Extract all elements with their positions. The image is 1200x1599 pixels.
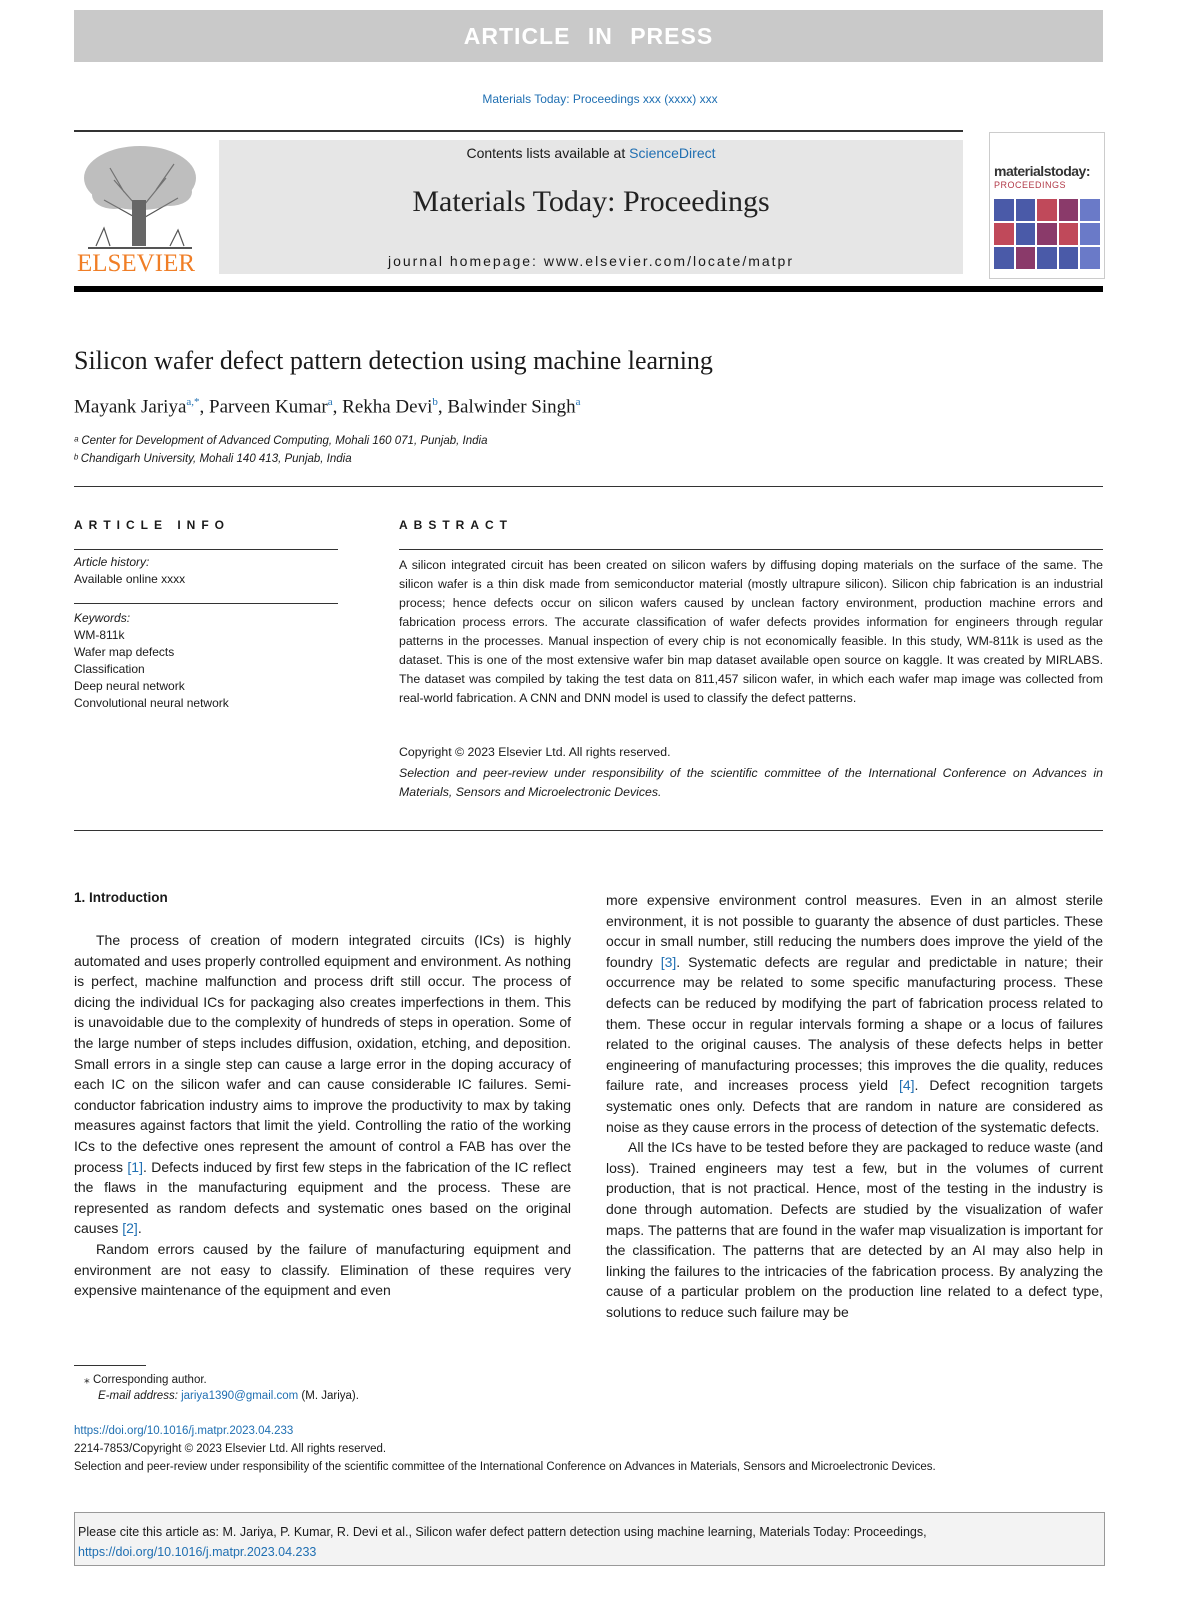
email-link[interactable]: jariya1390@gmail.com: [181, 1390, 299, 1402]
keyword: Wafer map defects: [74, 645, 175, 659]
abstract-rule: [399, 549, 1103, 550]
keyword: Convolutional neural network: [74, 696, 229, 710]
header-bold-rule: [74, 286, 1103, 292]
citation-link[interactable]: [1]: [127, 1158, 143, 1175]
abstract-text: A silicon integrated circuit has been created on silicon wafers by diffusing doping materials on the surface of the same. The silicon wafer is a thin disk made from semiconductor material (mostly ultrapure silicon). Silicon chip fabrication is an industrial process; hence defects occur on silicon wafers caused by unclean factory environment, production machine errors and fabrication process errors. The accurate classification of wafer defects provides information for engineers through regular patterns in the processes. Manual inspection of every chip is not economically feasible. In this study, WM-811k is used as the dataset. This is one of the most extensive wafer bin map dataset available open source on kaggle. It was created by MIRLABS. The dataset was compiled by taking the test data on 811,457 silicon wafer, in which each wafer map image was collected from real-world fabrication. A CNN and DNN model is used to classify the defect patterns.: [399, 558, 1103, 705]
email-suffix: (M. Jariya).: [298, 1390, 359, 1402]
author-separator: ,: [199, 396, 210, 418]
abstract-selection-note: Selection and peer-review under responsibility of the scientific committee of the International Conference on Advances in Materials, Sensors and Microelectronic Devices.: [399, 766, 1103, 799]
author-name[interactable]: Balwinder Singh: [447, 396, 576, 418]
article-info-heading: ARTICLE INFO: [74, 518, 230, 532]
keywords-label: Keywords:: [74, 611, 131, 625]
citation-link[interactable]: [2]: [122, 1220, 138, 1237]
abstract-heading: ABSTRACT: [399, 518, 513, 532]
contents-prefix: Contents lists available at: [466, 145, 630, 161]
paragraph-text: .: [137, 1220, 142, 1237]
journal-reference[interactable]: Materials Today: Proceedings xxx (xxxx) xxx: [482, 92, 718, 106]
paragraph: [606, 890, 1103, 1137]
author-list: [74, 396, 581, 418]
author-separator: ,: [332, 396, 343, 418]
elsevier-wordmark: ELSEVIER: [76, 250, 196, 277]
paragraph-text: more expensive environment control measures. Even in an almost sterile environment, it is not possible to guaranty the absence of dust particles. These occur in small number, still reducing the numbers does improve the yield of the foundry: [606, 892, 1103, 970]
left-column: [74, 930, 571, 1301]
corresponding-author-note: ⁎ Corresponding author.: [84, 1374, 207, 1386]
author-separator: ,: [437, 396, 448, 418]
citation-link[interactable]: [4]: [898, 1077, 915, 1094]
email-label: E-mail address:: [98, 1390, 182, 1402]
header-rule: [74, 130, 963, 132]
journal-title: Materials Today: Proceedings: [412, 185, 770, 218]
article-in-press-banner: [74, 10, 1103, 62]
paragraph: Random errors caused by the failure of manufacturing equipment and environment are not easy to classify. Elimination of these requires very expensive maintenance of the equipment and even: [74, 1240, 571, 1299]
contents-line: [219, 145, 963, 161]
affiliation-b: ᵇ Chandigarh University, Mohali 140 413, Punjab, India: [74, 453, 352, 465]
keywords-rule: [74, 603, 338, 604]
right-column: [606, 890, 1103, 1322]
author-affiliation-mark[interactable]: b: [432, 396, 438, 408]
journal-cover-thumbnail[interactable]: [989, 132, 1105, 279]
keyword: Classification: [74, 662, 145, 676]
paragraph: All the ICs have to be tested before they are packaged to reduce waste (and loss). Trained engineers may test a few, but in the volumes of current production, that is not practical. Hence, most of the testing in the industry is done through automation. Defects are studied by the visualization of wafer maps. The patterns that are found in the wafer map visualization is important for the classification. The patterns that are detected by an AI may also help in linking the failures to the intricacies of the fabrication process. By analyzing the cause of a particular problem on the production line related to a defect type, solutions to reduce such failure may be: [606, 1139, 1103, 1320]
banner-text: ARTICLE IN PRESS: [463, 22, 714, 49]
email-footnote: [98, 1390, 359, 1402]
journal-homepage[interactable]: journal homepage: www.elsevier.com/locate/matpr: [387, 253, 795, 269]
citation-doi-link[interactable]: https://doi.org/10.1016/j.matpr.2023.04.233: [78, 1545, 317, 1559]
author-name[interactable]: Mayank Jariya: [74, 396, 187, 418]
citation-link[interactable]: [3]: [660, 953, 677, 970]
section-rule: [74, 830, 1103, 831]
keyword: Deep neural network: [74, 679, 185, 693]
sciencedirect-link[interactable]: ScienceDirect: [629, 145, 716, 161]
paragraph-text: . Systematic defects are regular and predictable in nature; their occurrence may be related to some specific manufacturing process. These defects can be reduced by modifying the part of fabrication process related to them. These occur in regular intervals forming a shape or a locus of failures related to the original causes. The analysis of these defects helps in better engineering of manufacturing processes; this improves the die quality, reduces failure rate, and increases process yield: [606, 953, 1103, 1094]
footnote-rule: [74, 1365, 146, 1366]
citation-text: [78, 1522, 1100, 1562]
article-title: Silicon wafer defect pattern detection using machine learning: [74, 346, 713, 375]
cover-image-grid: [994, 199, 1100, 269]
author-affiliation-mark[interactable]: a: [327, 396, 333, 408]
cover-brand: materialstoday:: [994, 163, 1090, 179]
cover-subtitle: PROCEEDINGS: [994, 180, 1067, 190]
paragraph-text: . Defect recognition targets systematic ones only. Defects that are random in nature are considered as noise as they cause errors in the process of detection of the systematic defects.: [606, 1077, 1104, 1135]
keyword: WM-811k: [74, 628, 125, 642]
selection-footer: Selection and peer-review under responsibility of the scientific committee of the International Conference on Advances in Materials, Sensors and Microelectronic Devices.: [74, 1461, 936, 1473]
introduction-heading: 1. Introduction: [74, 890, 168, 905]
keywords-list: [74, 627, 229, 712]
affiliation-a: ᵃ Center for Development of Advanced Computing, Mohali 160 071, Punjab, India: [74, 435, 488, 447]
author-name[interactable]: Parveen Kumar: [209, 396, 328, 418]
issn-copyright: 2214-7853/Copyright © 2023 Elsevier Ltd. All rights reserved.: [74, 1443, 387, 1455]
paragraph-text: . Defects induced by first few steps in the fabrication of the IC reflect the flaws in the manufacturing equipment and the process. These are represented as random defects and systematic ones based on the original causes: [74, 1158, 571, 1237]
author-affiliation-mark[interactable]: a,*: [186, 396, 200, 408]
history-label: Article history:: [74, 555, 150, 569]
section-rule: [74, 486, 1103, 487]
citation-prefix: Please cite this article as: M. Jariya, P. Kumar, R. Devi et al., Silicon wafer defect pattern detection using machine learning, Materials Today: Proceedings,: [78, 1525, 927, 1539]
article-info-rule: [74, 549, 338, 550]
author-affiliation-mark[interactable]: a: [575, 396, 581, 408]
paragraph-text: The process of creation of modern integrated circuits (ICs) is highly automated and uses properly controlled equipment and environment. As nothing is perfect, machine malfunction and process drift still occur. The process of dicing the individual ICs for packaging also creates imperfections in them. This is unavoidable due to the complexity of hundreds of steps in operation. Some of the large number of steps includes diffusion, oxidation, etching, and deposition. Small errors in a single step can cause a large error in the doping accuracy of each IC on the silicon wafer and can cause considerable IC failures. Semi-conductor fabrication industry aims to improve the productivity to max by taking measures against factors that limit the yield. Controlling the ratio of the working ICs to the defective ones represent the amount of control a FAB has over the process: [74, 932, 571, 1175]
history-value: Available online xxxx: [74, 572, 186, 586]
author-name[interactable]: Rekha Devi: [342, 396, 433, 418]
paragraph: [74, 930, 571, 1239]
doi-link[interactable]: https://doi.org/10.1016/j.matpr.2023.04.233: [74, 1425, 294, 1437]
abstract-copyright: Copyright © 2023 Elsevier Ltd. All rights reserved.: [399, 745, 671, 759]
